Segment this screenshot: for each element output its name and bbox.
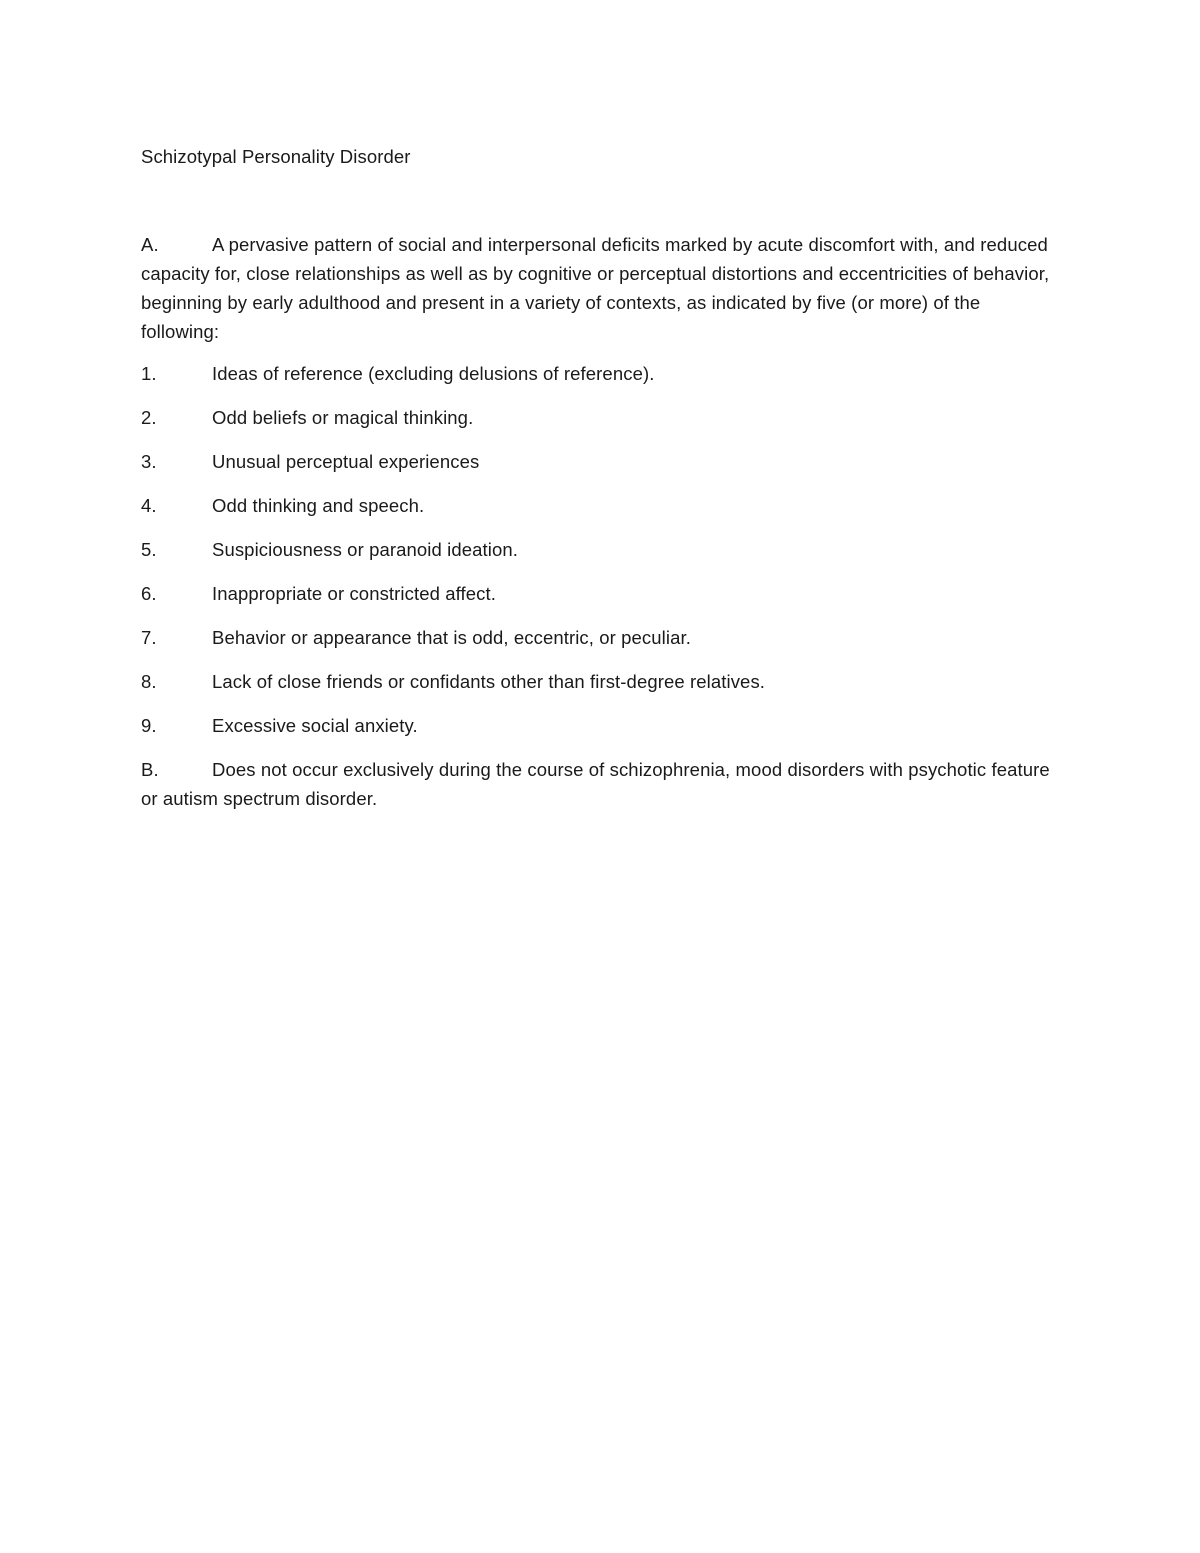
criterion-b-marker: B.	[141, 759, 159, 780]
list-item	[141, 359, 1061, 388]
list-item-marker: 7.	[141, 627, 157, 648]
list-item-marker: 8.	[141, 671, 157, 692]
list-item-text: Lack of close friends or confidants other than first-degree relatives.	[212, 671, 766, 692]
list-item	[141, 711, 1061, 740]
list-item-text: Excessive social anxiety.	[212, 715, 418, 736]
list-item-text: Odd beliefs or magical thinking.	[212, 407, 474, 428]
criterion-a-marker: A.	[141, 234, 159, 255]
list-item	[141, 667, 1061, 696]
list-item	[141, 623, 1061, 652]
criterion-a-text: A pervasive pattern of social and interpersonal deficits marked by acute discomfort with, and reduced capacity for, close relationships as well as by cognitive or perceptual distortions and eccentricities of behavior, beginning by early adulthood and present in a variety of contexts, as indicated by five (or more) of the following:	[141, 234, 1050, 342]
list-item	[141, 535, 1061, 564]
list-item-marker: 3.	[141, 451, 157, 472]
list-item-marker: 2.	[141, 407, 157, 428]
list-item	[141, 579, 1061, 608]
criterion-a	[141, 230, 1061, 346]
document-title: Schizotypal Personality Disorder	[141, 146, 411, 167]
criteria-list	[141, 359, 1061, 740]
list-item-marker: 1.	[141, 363, 157, 384]
list-item-text: Suspiciousness or paranoid ideation.	[212, 539, 518, 560]
list-item-text: Odd thinking and speech.	[212, 495, 425, 516]
document-body	[141, 142, 1061, 813]
list-item	[141, 403, 1061, 432]
list-item-text: Inappropriate or constricted affect.	[212, 583, 496, 604]
criterion-b-text: Does not occur exclusively during the course of schizophrenia, mood disorders with psychotic feature or autism spectrum disorder.	[141, 759, 1050, 809]
list-item-marker: 6.	[141, 583, 157, 604]
list-item	[141, 447, 1061, 476]
list-item-marker: 9.	[141, 715, 157, 736]
list-item-text: Unusual perceptual experiences	[212, 451, 480, 472]
list-item-text: Ideas of reference (excluding delusions of reference).	[212, 363, 655, 384]
list-item-text: Behavior or appearance that is odd, eccentric, or peculiar.	[212, 627, 691, 648]
list-item-marker: 4.	[141, 495, 157, 516]
criterion-b	[141, 755, 1061, 813]
list-item-marker: 5.	[141, 539, 157, 560]
list-item	[141, 491, 1061, 520]
